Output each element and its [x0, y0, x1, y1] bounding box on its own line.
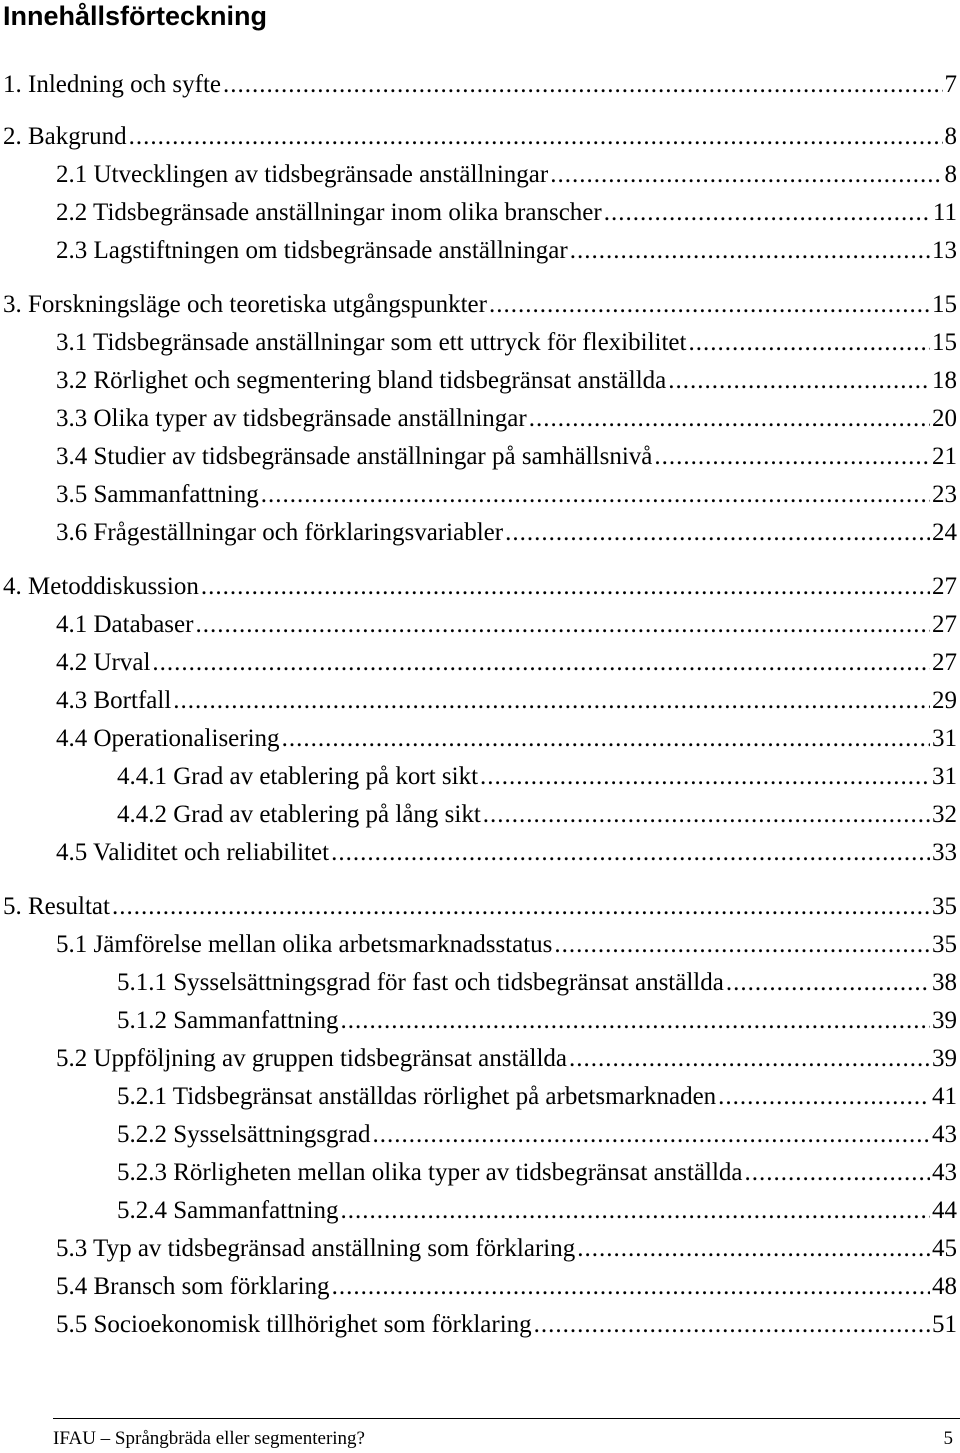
toc-entry[interactable]: [3, 892, 957, 922]
dot-leader: [529, 404, 930, 434]
toc-entry[interactable]: [117, 1120, 957, 1150]
toc-entry[interactable]: [117, 1158, 957, 1188]
dot-leader: [654, 442, 930, 472]
toc-entry-page: 18: [932, 367, 957, 394]
toc-entry[interactable]: [56, 838, 957, 868]
toc-entry-page: 8: [944, 123, 957, 150]
toc-entry-title: 3.1 Tidsbegränsade anställningar som ett uttryck för flexibilitet: [56, 329, 687, 356]
toc-entry-title: 1. Inledning och syfte: [3, 71, 222, 98]
dot-leader: [173, 686, 930, 716]
toc-entry-title: 5.2.3 Rörligheten mellan olika typer av tidsbegränsat anställda: [117, 1159, 743, 1186]
page-number: 5: [943, 1428, 953, 1449]
toc-entry-page: 45: [932, 1235, 957, 1262]
dot-leader: [604, 198, 931, 228]
toc-entry-page: 11: [932, 199, 957, 226]
toc-entry-page: 20: [932, 405, 957, 432]
toc-entry-page: 29: [932, 687, 957, 714]
toc-entry-page: 51: [932, 1311, 957, 1338]
toc-entry-title: 4.3 Bortfall: [56, 687, 172, 714]
page-title: Innehållsförteckning: [3, 1, 268, 31]
toc-entry[interactable]: [56, 404, 957, 434]
toc-entry-page: 41: [932, 1083, 957, 1110]
dot-leader: [201, 572, 930, 602]
dot-leader: [331, 838, 930, 868]
toc-entry-title: 5.1 Jämförelse mellan olika arbetsmarknadsstatus: [56, 931, 553, 958]
page-footer: [53, 1418, 960, 1449]
toc-entry-page: 31: [932, 763, 957, 790]
toc-entry[interactable]: [56, 1310, 957, 1340]
dot-leader: [341, 1196, 931, 1226]
toc-entry[interactable]: [56, 236, 957, 266]
dot-leader: [550, 160, 942, 190]
toc-entry-page: 32: [932, 801, 957, 828]
toc-entry[interactable]: [56, 1234, 957, 1264]
toc-entry[interactable]: [56, 366, 957, 396]
toc-entry-page: 48: [932, 1273, 957, 1300]
toc-entry-page: 15: [932, 291, 957, 318]
toc-entry[interactable]: [56, 160, 957, 190]
toc-entry-title: 4.1 Databaser: [56, 611, 194, 638]
toc-entry-title: 3.2 Rörlighet och segmentering bland tidsbegränsat anställda: [56, 367, 667, 394]
dot-leader: [261, 480, 930, 510]
dot-leader: [668, 366, 930, 396]
toc-entry-title: 3.5 Sammanfattning: [56, 481, 259, 508]
dot-leader: [223, 70, 942, 100]
toc-entry-title: 2.1 Utvecklingen av tidsbegränsade anställningar: [56, 161, 549, 188]
dot-leader: [372, 1120, 930, 1150]
toc-entry[interactable]: [56, 328, 957, 358]
toc-entry-page: 15: [932, 329, 957, 356]
toc-entry[interactable]: [56, 518, 957, 548]
toc-entry-page: 27: [932, 611, 957, 638]
toc-entry-title: 2.3 Lagstiftningen om tidsbegränsade anställningar: [56, 237, 568, 264]
toc-entry[interactable]: [117, 762, 957, 792]
toc-entry-page: 8: [944, 161, 957, 188]
dot-leader: [577, 1234, 930, 1264]
toc-entry[interactable]: [3, 70, 957, 100]
dot-leader: [745, 1158, 930, 1188]
dot-leader: [569, 1044, 930, 1074]
toc-entry[interactable]: [117, 800, 957, 830]
toc-entry[interactable]: [56, 1044, 957, 1074]
toc-entry-title: 5.2.1 Tidsbegränsat anställdas rörlighet på arbetsmarknaden: [117, 1083, 717, 1110]
dot-leader: [341, 1006, 931, 1036]
toc-entry-title: 5. Resultat: [3, 893, 110, 920]
toc-entry-title: 5.4 Bransch som förklaring: [56, 1273, 330, 1300]
dot-leader: [332, 1272, 930, 1302]
toc-entry-title: 4.5 Validitet och reliabilitet: [56, 839, 330, 866]
toc-entry-title: 4.2 Urval: [56, 649, 151, 676]
toc-entry-page: 35: [932, 893, 957, 920]
dot-leader: [152, 648, 930, 678]
dot-leader: [570, 236, 930, 266]
toc-entry[interactable]: [56, 198, 957, 228]
dot-leader: [480, 762, 930, 792]
footer-title: IFAU – Språngbräda eller segmentering?: [53, 1428, 365, 1449]
toc-entry-page: 35: [932, 931, 957, 958]
dot-leader: [534, 1310, 930, 1340]
dot-leader: [129, 122, 943, 152]
toc-entry[interactable]: [56, 648, 957, 678]
toc-entry[interactable]: [117, 1006, 957, 1036]
toc-entry-page: 7: [944, 71, 957, 98]
dot-leader: [195, 610, 930, 640]
toc-entry[interactable]: [56, 724, 957, 754]
toc-entry-page: 39: [932, 1007, 957, 1034]
toc-entry[interactable]: [56, 480, 957, 510]
toc-entry-page: 39: [932, 1045, 957, 1072]
toc-entry-title: 5.2 Uppföljning av gruppen tidsbegränsat anställda: [56, 1045, 567, 1072]
toc-entry-page: 33: [932, 839, 957, 866]
toc-entry-title: 5.1.2 Sammanfattning: [117, 1007, 339, 1034]
toc-entry-title: 2. Bakgrund: [3, 123, 127, 150]
toc-entry-page: 44: [932, 1197, 957, 1224]
toc-entry-title: 3.6 Frågeställningar och förklaringsvariabler: [56, 519, 504, 546]
toc-entry-title: 4.4.2 Grad av etablering på lång sikt: [117, 801, 481, 828]
toc-entry-title: 3.3 Olika typer av tidsbegränsade anställningar: [56, 405, 527, 432]
toc-entry-title: 3. Forskningsläge och teoretiska utgångspunkter: [3, 291, 487, 318]
toc-entry-title: 5.2.4 Sammanfattning: [117, 1197, 339, 1224]
toc-entry[interactable]: [3, 122, 957, 152]
toc-entry-title: 2.2 Tidsbegränsade anställningar inom olika branscher: [56, 199, 602, 226]
toc-entry[interactable]: [117, 1082, 957, 1112]
toc-entry-page: 23: [932, 481, 957, 508]
toc-entry[interactable]: [56, 930, 957, 960]
toc-entry[interactable]: [56, 686, 957, 716]
dot-leader: [489, 290, 930, 320]
toc-entry-page: 31: [932, 725, 957, 752]
toc-entry-page: 13: [932, 237, 957, 264]
dot-leader: [718, 1082, 930, 1112]
toc-entry[interactable]: [117, 1196, 957, 1226]
toc-entry-page: 43: [932, 1121, 957, 1148]
toc-entry[interactable]: [56, 1272, 957, 1302]
toc-entry-page: 43: [932, 1159, 957, 1186]
toc-entry-page: 27: [932, 573, 957, 600]
dot-leader: [505, 518, 930, 548]
toc-entry-title: 5.2.2 Sysselsättningsgrad: [117, 1121, 371, 1148]
toc-entry-title: 5.5 Socioekonomisk tillhörighet som förklaring: [56, 1311, 532, 1338]
toc-entry-title: 4.4.1 Grad av etablering på kort sikt: [117, 763, 479, 790]
dot-leader: [483, 800, 930, 830]
toc-entry-title: 5.1.1 Sysselsättningsgrad för fast och tidsbegränsat anställda: [117, 969, 724, 996]
toc-entry[interactable]: [3, 572, 957, 602]
toc-entry-title: 4. Metoddiskussion: [3, 573, 199, 600]
dot-leader: [282, 724, 930, 754]
toc-entry-page: 27: [932, 649, 957, 676]
dot-leader: [112, 892, 930, 922]
toc-entry-page: 38: [932, 969, 957, 996]
toc-entry[interactable]: [117, 968, 957, 998]
dot-leader: [688, 328, 930, 358]
toc-entry-page: 24: [932, 519, 957, 546]
dot-leader: [554, 930, 930, 960]
toc-entry-title: 5.3 Typ av tidsbegränsad anställning som förklaring: [56, 1235, 576, 1262]
toc-entry-title: 4.4 Operationalisering: [56, 725, 280, 752]
toc-entry[interactable]: [56, 610, 957, 640]
dot-leader: [726, 968, 930, 998]
toc-entry[interactable]: [56, 442, 957, 472]
toc-entry[interactable]: [3, 290, 957, 320]
toc-entry-page: 21: [932, 443, 957, 470]
toc-entry-title: 3.4 Studier av tidsbegränsade anställningar på samhällsnivå: [56, 443, 653, 470]
